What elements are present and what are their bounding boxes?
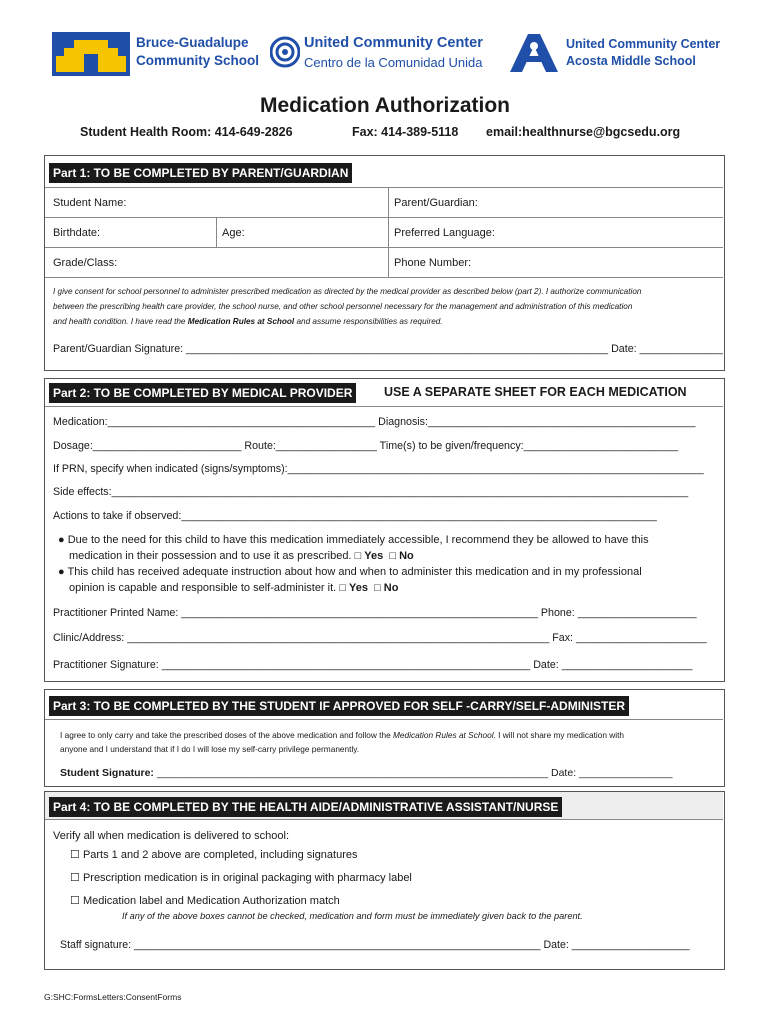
phone-number-field[interactable]: Phone Number: (394, 257, 472, 269)
agreement-line-2: anyone and I understand that if I do I will lose my self-carry privilege permanently. (60, 744, 360, 754)
health-room-phone: Student Health Room: 414-649-2826 (80, 125, 293, 139)
consent-text (53, 284, 718, 329)
consent-line-2: between the prescribing health care provider, the school nurse, and other school personnel necessary for the management and administration of this medication (53, 302, 633, 311)
footer-path: G:SHC:FormsLetters:ConsentForms (44, 992, 182, 1002)
student-name-field[interactable]: Student Name: (53, 197, 127, 209)
part2-heading: Part 2: TO BE COMPLETED BY MEDICAL PROVIDER (49, 383, 356, 403)
part4-heading: Part 4: TO BE COMPLETED BY THE HEALTH AIDE/ADMINISTRATIVE ASSISTANT/NURSE (49, 797, 562, 817)
birthdate-field[interactable]: Birthdate: (53, 227, 101, 239)
dosage-route-time-line[interactable]: Dosage:_________________________ Route:_________________ Time(s) to be given/frequency:__________________________ (53, 440, 679, 452)
prn-line[interactable]: If PRN, specify when indicated (signs/symptoms):______________________________________________________________________ (53, 463, 704, 475)
bullet-2-no-checkbox[interactable]: □ No (374, 582, 399, 594)
consent-line-3 (53, 314, 718, 329)
consent-line-3-post: and assume responsibilities as required. (294, 317, 443, 326)
checkbox-icon[interactable]: ☐ (70, 895, 80, 907)
agreement-rules-ref: Medication Rules at School (393, 730, 494, 740)
medication-diagnosis-line[interactable]: Medication:_____________________________________________ Diagnosis:_____________________________________________ (53, 416, 696, 428)
bruce-line2: Community School (136, 53, 260, 68)
verify-instruction: Verify all when medication is delivered to school: (53, 830, 290, 842)
bullet-1-cont (58, 548, 708, 564)
student-signature-label: Student Signature: (60, 767, 154, 779)
bruce-line1: Bruce-Guadalupe (136, 35, 249, 50)
ucc-line1: United Community Center (304, 35, 483, 51)
preferred-language-field[interactable]: Preferred Language: (394, 227, 495, 239)
actions-line[interactable]: Actions to take if observed:________________________________________________________________________________ (53, 510, 657, 522)
bullet-1: ● Due to the need for this child to have this medication immediately accessible, I recommend they be allowed to have this (58, 534, 649, 546)
consent-line-3-pre: and health condition. I have read the (53, 317, 188, 326)
bullet-2: ● This child has received adequate instruction about how and when to administer this medication and in my professional (58, 566, 642, 578)
practitioner-name-line[interactable]: Practitioner Printed Name: ____________________________________________________________ Phone: ____________________ (53, 607, 697, 619)
separate-sheet-note: USE A SEPARATE SHEET FOR EACH MEDICATION (384, 385, 687, 399)
check-label-match[interactable] (70, 894, 340, 907)
bullet-1-no-checkbox[interactable]: □ No (389, 550, 414, 562)
checkbox-icon[interactable]: ☐ (70, 872, 80, 884)
bullet-2-yes-checkbox[interactable]: □ Yes (339, 582, 368, 594)
check-label-match-label: Medication label and Medication Authorization match (82, 895, 340, 907)
student-agreement-text (60, 728, 710, 756)
return-warning: If any of the above boxes cannot be checked, medication and form must be immediately given back to the parent. (122, 911, 583, 921)
acosta-logo (508, 34, 728, 74)
agreement-pre: I agree to only carry and take the prescribed doses of the above medication and follow the (60, 730, 393, 740)
bruce-guadalupe-logo (52, 32, 262, 78)
agreement-line-1 (60, 728, 710, 742)
bullet-2-text-b: opinion is capable and responsible to self-administer it. (69, 582, 337, 594)
bullet-2-text-a: This child has received adequate instruction about how and when to administer this medication and in my professional (67, 566, 642, 578)
student-signature-line[interactable] (60, 767, 672, 779)
acosta-line1: United Community Center (566, 37, 721, 51)
acosta-a-icon (508, 34, 560, 72)
clinic-address-line[interactable]: Clinic/Address: _______________________________________________________________________ Fax: ______________________ (53, 632, 707, 644)
self-carry-recommendation (58, 532, 708, 596)
bullet-2-cont (58, 580, 708, 596)
acosta-line2: Acosta Middle School (566, 54, 696, 68)
medication-rules-ref: Medication Rules at School (187, 317, 295, 326)
student-signature-blank[interactable]: ___________________________________________________________________ Date: ________________ (153, 767, 673, 779)
ucc-emblem-icon (270, 34, 300, 70)
side-effects-line[interactable]: Side effects:_________________________________________________________________________________________________ (53, 486, 689, 498)
consent-line-1: I give consent for school personnel to administer prescribed medication as directed by the medical provider as described below (part 2). I authorize communication (53, 287, 642, 296)
agreement-post: . I will not share my medication with (493, 730, 625, 740)
check-original-packaging-label: Prescription medication is in original packaging with pharmacy label (82, 872, 412, 884)
part3-heading: Part 3: TO BE COMPLETED BY THE STUDENT IF APPROVED FOR SELF -CARRY/SELF-ADMINISTER (49, 696, 629, 716)
bullet-1-text-b: medication in their possession and to use it as prescribed. (69, 550, 352, 562)
email-address: email:healthnurse@bgcsedu.org (486, 125, 681, 139)
parent-signature-line[interactable]: Parent/Guardian Signature: _______________________________________________________________________ Date: ______________ (53, 343, 723, 355)
part1-heading: Part 1: TO BE COMPLETED BY PARENT/GUARDIAN (49, 163, 352, 183)
check-parts-completed-label: Parts 1 and 2 above are completed, including signatures (82, 849, 358, 861)
ucc-line2: Centro de la Comunidad Unida (304, 55, 483, 70)
staff-signature-line[interactable]: Staff signature: _____________________________________________________________________ Date: ____________________ (60, 939, 690, 951)
age-field[interactable]: Age: (222, 227, 245, 239)
ucc-logo (270, 34, 500, 74)
checkbox-icon[interactable]: ☐ (70, 849, 80, 861)
grade-class-field[interactable]: Grade/Class: (53, 257, 118, 269)
parent-guardian-field[interactable]: Parent/Guardian: (394, 197, 478, 209)
page-title: Medication Authorization (259, 94, 511, 117)
bullet-1-yes-checkbox[interactable]: □ Yes (354, 550, 384, 562)
check-original-packaging[interactable] (70, 871, 412, 884)
fax-number: Fax: 414-389-5118 (352, 125, 459, 139)
practitioner-signature-line[interactable]: Practitioner Signature: ______________________________________________________________ Date: ______________________ (53, 659, 693, 671)
check-parts-completed[interactable] (70, 848, 358, 861)
bullet-1-text-a: Due to the need for this child to have this medication immediately accessible, I recommend they be allowed to have this (67, 534, 649, 546)
pyramid-icon (52, 32, 130, 76)
